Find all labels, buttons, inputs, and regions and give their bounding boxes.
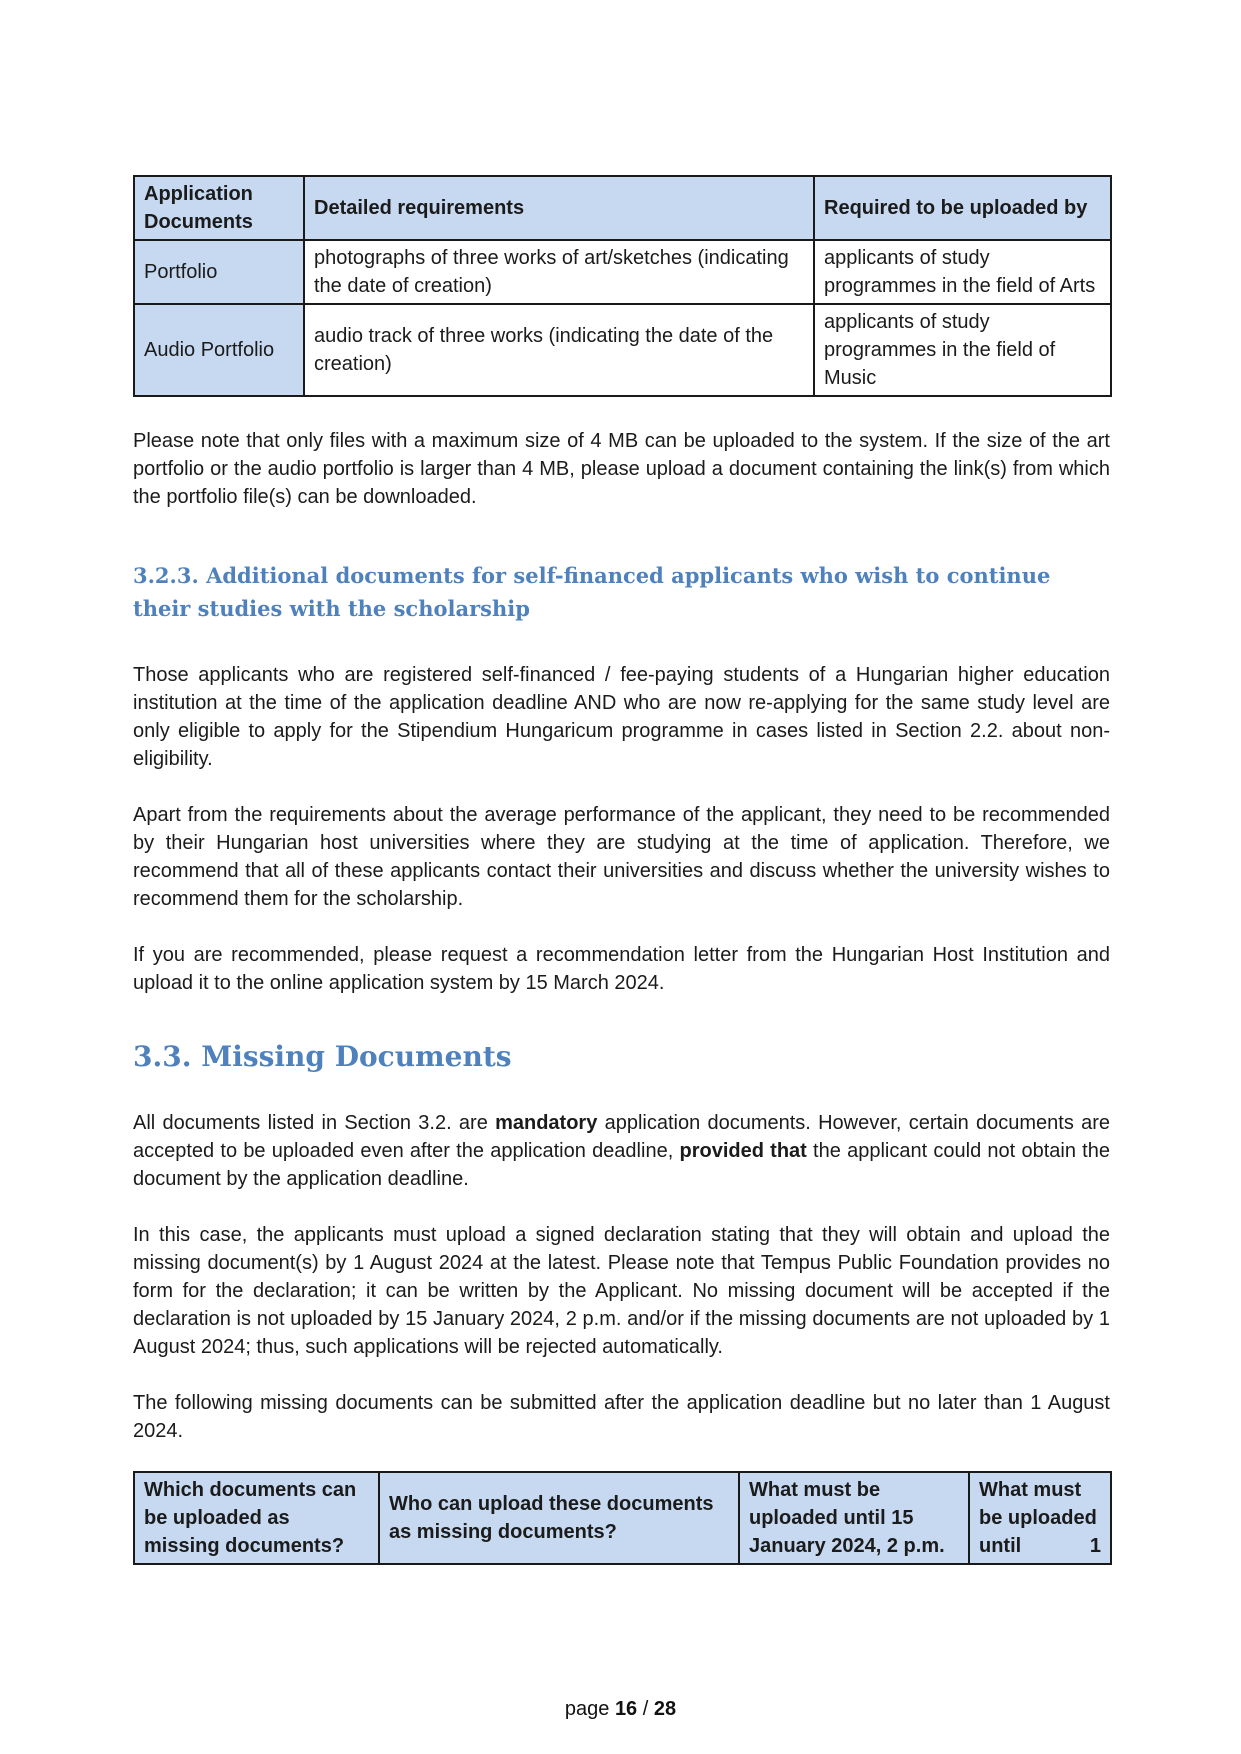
paragraph-declaration: In this case, the applicants must upload a signed declaration stating that they will obtain and upload the missing document(s) by 1 August 2024 at the latest. Please note that Tempus Public Foundation provides no form for the declaration; it can be written by the Applicant. No missing document will be accepted if the declaration is not uploaded by 15 January 2024, 2 p.m. and/or if the missing documents are not uploaded by 1 August 2024; thus, such applications will be rejected automatically. [133,1224,1110,1358]
section-heading-3-2-3: 3.2.3. Additional documents for self-financed applicants who wish to continue their studies with the scholarship [133,563,1051,621]
document-name-cell: Portfolio [134,240,304,304]
paragraph-recommendation-requirement: Apart from the requirements about the average performance of the applicant, they need to be recommended by their Hungarian host universities where they are studying at the time of application. Therefore, we recommend that all of these applicants contact their universities and discuss whether the university wishes to recommend them for the scholarship. [133,804,1110,910]
column-header-until-15-january: What must be uploaded until 15 January 2024, 2 p.m. [739,1472,969,1564]
column-header-until-1-august: What must be uploaded until 1 [969,1472,1111,1564]
paragraph-mandatory-documents: All documents listed in Section 3.2. are mandatory application documents. However, certain documents are accepted to be uploaded even after the application deadline, provided that the applicant could not obtain the document by the application deadline. [133,1112,1111,1190]
paragraph-recommendation-letter: If you are recommended, please request a recommendation letter from the Hungarian Host Institution and upload it to the online application system by 15 March 2024. [133,944,1110,994]
column-header-who-can-upload: Who can upload these documents as missing documents? [379,1472,739,1564]
missing-documents-table [133,1471,1112,1565]
table-header-row [134,1472,1111,1564]
column-header-application-documents: Application Documents [134,176,304,240]
uploaded-by-cell: applicants of study programmes in the field of Music [814,304,1111,396]
application-documents-table [133,175,1112,397]
document-name-cell: Audio Portfolio [134,304,304,396]
table-row [134,304,1111,396]
requirements-cell: audio track of three works (indicating the date of the creation) [304,304,814,396]
table-row [134,240,1111,304]
uploaded-by-cell: applicants of study programmes in the field of Arts [814,240,1111,304]
paragraph-following-missing: The following missing documents can be submitted after the application deadline but no later than 1 August 2024. [133,1392,1110,1442]
paragraph-max-file-size: Please note that only files with a maximum size of 4 MB can be uploaded to the system. If the size of the art portfolio or the audio portfolio is larger than 4 MB, please upload a document containing the link(s) from which the portfolio file(s) can be downloaded. [133,430,1110,508]
section-heading-3-3: 3.3. Missing Documents [133,1040,512,1073]
paragraph-self-financed-eligibility: Those applicants who are registered self-financed / fee-paying students of a Hungarian higher education institution at the time of the application deadline AND who are now re-applying for the same study level are only eligible to apply for the Stipendium Hungaricum programme in cases listed in Section 2.2. about non-eligibility. [133,664,1110,770]
page-footer: page 16 / 28 [564,1698,677,1720]
column-header-detailed-requirements: Detailed requirements [304,176,814,240]
requirements-cell: photographs of three works of art/sketches (indicating the date of creation) [304,240,814,304]
column-header-required-uploaded-by: Required to be uploaded by [814,176,1111,240]
table-header-row [134,176,1111,240]
column-header-which-documents: Which documents can be uploaded as missing documents? [134,1472,379,1564]
